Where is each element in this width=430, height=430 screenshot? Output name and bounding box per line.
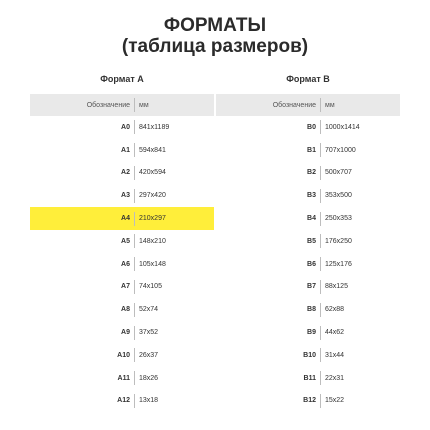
table-row <box>30 390 214 413</box>
table-row <box>216 344 400 367</box>
designation-header: Обозначение <box>272 101 316 109</box>
format-code: B12 <box>303 397 316 405</box>
format-size: 148x210 <box>139 237 166 245</box>
mm-header: мм <box>325 101 335 109</box>
mm-header: мм <box>139 101 149 109</box>
designation-header: Обозначение <box>86 101 130 109</box>
format-code: A12 <box>117 397 130 405</box>
format-size: 37x52 <box>139 329 159 337</box>
table-row <box>216 162 400 185</box>
format-size: 420x594 <box>139 169 166 177</box>
format-size: 1000x1414 <box>325 123 360 131</box>
format-code: B11 <box>303 374 316 382</box>
format-b-column-headers <box>216 94 400 116</box>
format-size: 500x707 <box>325 169 352 177</box>
table-row <box>216 390 400 413</box>
table-row <box>216 184 400 207</box>
format-code: A4 <box>121 215 130 223</box>
table-row <box>30 344 214 367</box>
format-size: 13x18 <box>139 397 159 405</box>
format-code: B7 <box>307 283 316 291</box>
format-a-column-headers <box>30 94 214 116</box>
format-size: 22x31 <box>325 374 345 382</box>
format-code: A8 <box>121 306 130 314</box>
format-size: 297x420 <box>139 192 166 200</box>
table-row <box>216 276 400 299</box>
format-code: A9 <box>121 329 130 337</box>
format-code: A11 <box>117 374 130 382</box>
table-row <box>216 367 400 390</box>
table-row <box>30 276 214 299</box>
table-row <box>30 139 214 162</box>
format-size: 105x148 <box>139 260 166 268</box>
format-code: A2 <box>121 169 130 177</box>
table-row <box>30 367 214 390</box>
format-size: 353x500 <box>325 192 352 200</box>
format-size: 52x74 <box>139 306 159 314</box>
format-size: 15x22 <box>325 397 345 405</box>
format-code: B6 <box>307 260 316 268</box>
format-code: A6 <box>121 260 130 268</box>
format-b-table <box>216 70 400 412</box>
title-line-1: ФОРМАТЫ <box>163 15 267 36</box>
format-code: B8 <box>307 306 316 314</box>
format-size: 250x353 <box>325 215 352 223</box>
format-code: B5 <box>307 237 316 245</box>
format-size: 707x1000 <box>325 146 356 154</box>
format-code: A10 <box>117 351 130 359</box>
table-row <box>30 184 214 207</box>
table-row <box>216 298 400 321</box>
format-code: B2 <box>307 169 316 177</box>
format-code: A7 <box>121 283 130 291</box>
format-b-heading: Формат B <box>286 74 330 84</box>
format-code: B4 <box>307 215 316 223</box>
format-size: 31x44 <box>325 351 345 359</box>
format-b-rows <box>216 116 400 412</box>
format-code: B1 <box>307 146 316 154</box>
format-code: B9 <box>307 329 316 337</box>
format-size: 18x26 <box>139 374 159 382</box>
format-size: 176x250 <box>325 237 352 245</box>
format-code: A1 <box>121 146 130 154</box>
table-row <box>30 207 214 230</box>
format-code: A3 <box>121 192 130 200</box>
table-row <box>216 253 400 276</box>
format-a-rows <box>30 116 214 412</box>
format-size: 210x297 <box>139 215 166 223</box>
table-row <box>30 162 214 185</box>
format-code: B3 <box>307 192 316 200</box>
format-size: 44x62 <box>325 329 345 337</box>
format-code: B0 <box>307 123 316 131</box>
format-size: 594x841 <box>139 146 166 154</box>
table-row <box>30 230 214 253</box>
format-a-table <box>30 70 214 412</box>
format-size: 841x1189 <box>139 123 170 131</box>
format-size: 74x105 <box>139 283 162 291</box>
table-row <box>216 321 400 344</box>
table-row <box>30 298 214 321</box>
format-code: B10 <box>303 351 316 359</box>
format-code: A5 <box>121 237 130 245</box>
format-size: 125x176 <box>325 260 352 268</box>
format-size: 26x37 <box>139 351 159 359</box>
format-size: 88x125 <box>325 283 348 291</box>
table-row <box>216 116 400 139</box>
title-line-2: (таблица размеров) <box>121 36 309 57</box>
format-size: 62x88 <box>325 306 345 314</box>
table-row <box>216 139 400 162</box>
table-row <box>30 321 214 344</box>
format-code: A0 <box>121 123 130 131</box>
table-row <box>30 116 214 139</box>
page-title <box>0 15 430 57</box>
table-row <box>216 207 400 230</box>
format-a-heading: Формат А <box>100 74 144 84</box>
table-row <box>30 253 214 276</box>
table-row <box>216 230 400 253</box>
